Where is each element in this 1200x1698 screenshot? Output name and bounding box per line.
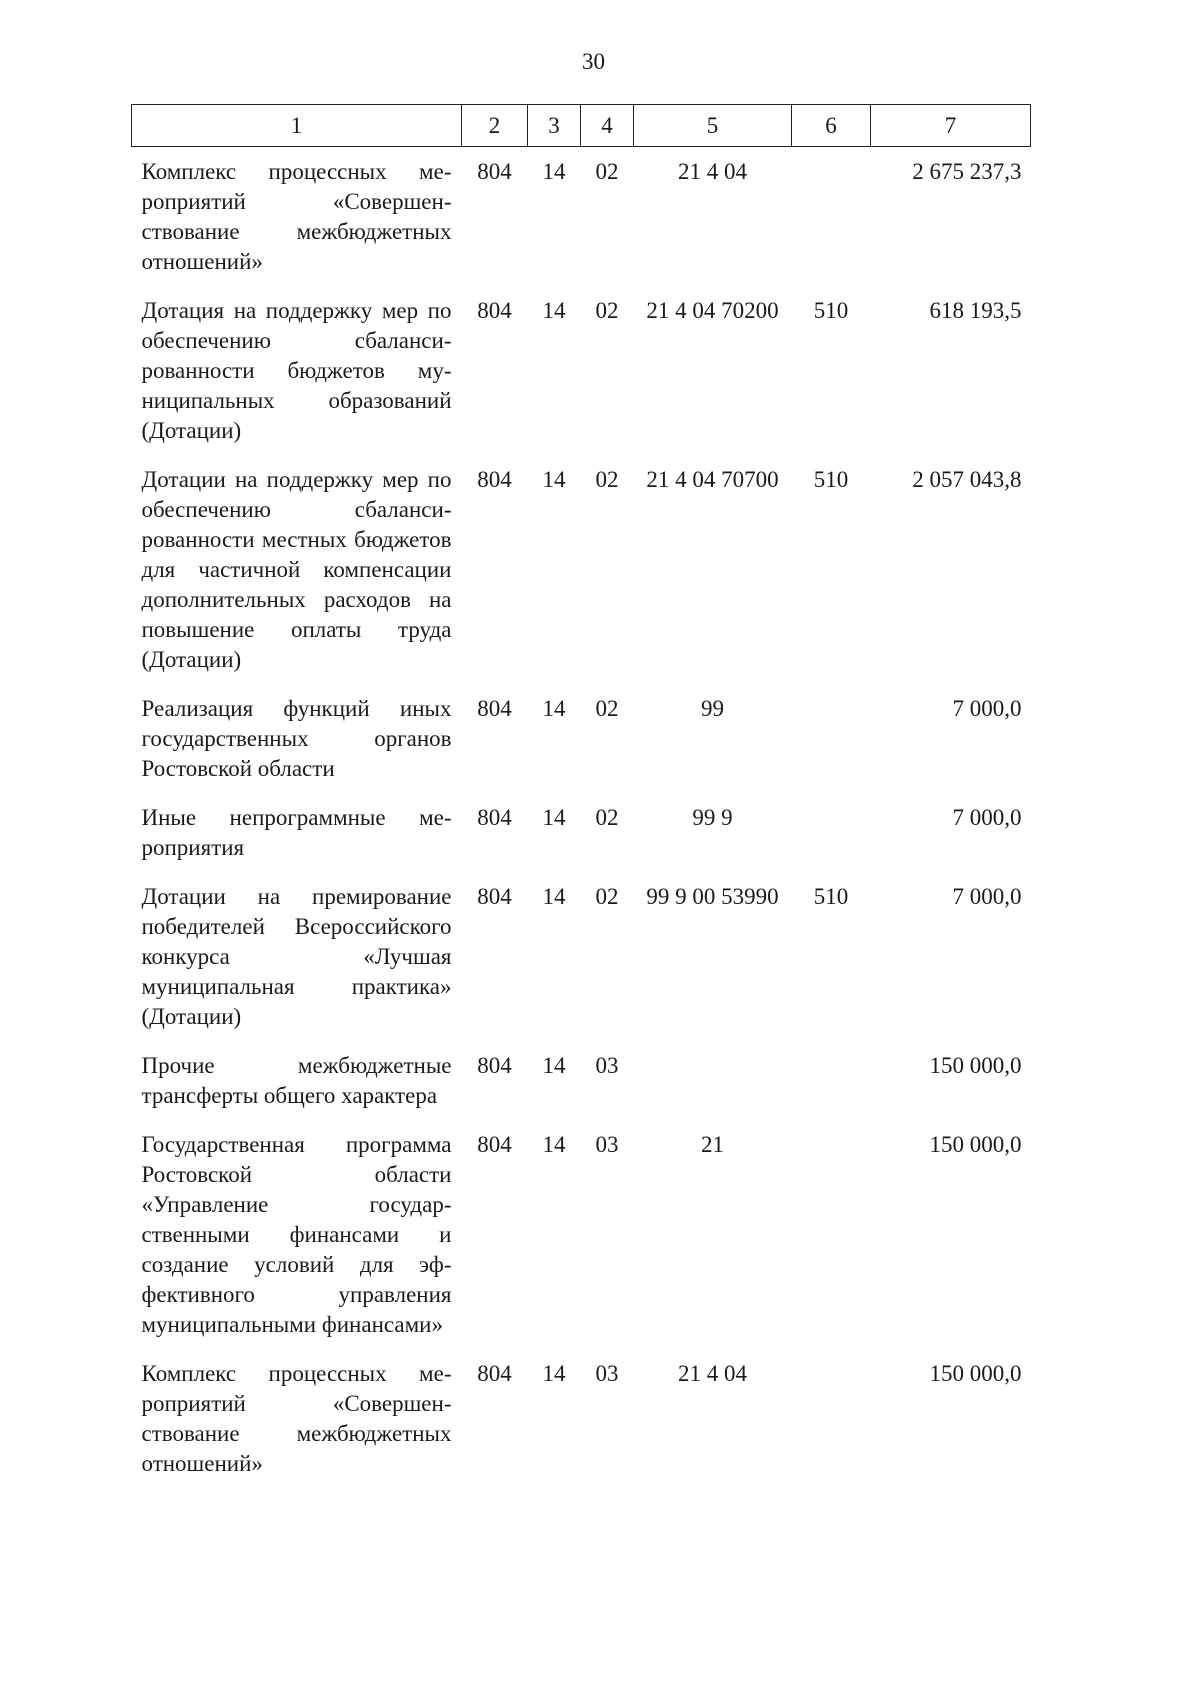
table-row xyxy=(132,1349,1031,1488)
cell-code: 804 xyxy=(477,696,512,721)
cell-subsection: 03 xyxy=(595,1132,619,1157)
cell-amount: 150 000,0 xyxy=(929,1361,1022,1386)
cell-subsection: 02 xyxy=(595,467,619,492)
row-name: Дотации на премирование победителей Всероссийского конкурса «Лучшая муниципальная практика» (Дотации) xyxy=(141,884,452,1029)
cell-section: 14 xyxy=(542,298,566,323)
cell-code: 804 xyxy=(477,1361,512,1386)
table-row xyxy=(132,684,1031,793)
cell-target-article: 99 xyxy=(701,696,724,721)
cell-expense-type xyxy=(792,793,871,872)
cell-target-article: 21 4 04 xyxy=(678,1361,747,1386)
cell-expense-type xyxy=(792,1041,871,1120)
table-header xyxy=(132,105,1031,147)
row-name: Дотация на поддержку мер по обеспечению сбалансированности бюджетов муниципальных образований (Дотации) xyxy=(141,298,452,443)
cell-target-article: 21 4 04 70200 xyxy=(646,298,779,323)
cell-code: 804 xyxy=(477,1132,512,1157)
cell-code: 804 xyxy=(477,298,512,323)
cell-subsection: 02 xyxy=(595,805,619,830)
cell-code: 804 xyxy=(477,805,512,830)
cell-expense-type xyxy=(792,147,871,287)
page-number: 30 xyxy=(582,49,605,74)
cell-target-article: 21 4 04 70700 xyxy=(646,467,779,492)
cell-target-article: 21 4 04 xyxy=(678,159,747,184)
cell-code: 804 xyxy=(477,1053,512,1078)
cell-section: 14 xyxy=(542,1053,566,1078)
cell-expense-type xyxy=(792,1120,871,1349)
cell-amount: 2 675 237,3 xyxy=(912,159,1022,184)
cell-section: 14 xyxy=(542,159,566,184)
table-row xyxy=(132,872,1031,1041)
cell-expense-type: 510 xyxy=(813,884,849,909)
cell-amount: 2 057 043,8 xyxy=(912,467,1022,492)
column-header-3: 3 xyxy=(528,105,581,147)
cell-amount: 7 000,0 xyxy=(952,696,1022,721)
row-name: Комплекс процессных мероприятий «Совершенствование межбюджетных отношений» xyxy=(141,1361,452,1476)
cell-amount: 150 000,0 xyxy=(929,1053,1022,1078)
cell-amount: 7 000,0 xyxy=(952,805,1022,830)
budget-table xyxy=(131,104,1031,1488)
cell-expense-type: 510 xyxy=(813,467,849,492)
column-header-2: 2 xyxy=(462,105,528,147)
cell-code: 804 xyxy=(477,467,512,492)
row-name: Дотации на поддержку мер по обеспечению сбалансированности местных бюджетов для частичной компенсации дополнительных расходов на повышение оплаты труда (Дотации) xyxy=(141,467,452,672)
row-name: Государственная программа Ростовской области «Управление государственными финансами и создание условий для эффективного управления муниципальными финансами» xyxy=(141,1132,452,1337)
table-body xyxy=(132,147,1031,1489)
row-name: Комплекс процессных мероприятий «Совершенствование межбюджетных отношений» xyxy=(141,159,452,274)
cell-subsection: 02 xyxy=(595,298,619,323)
cell-amount: 7 000,0 xyxy=(952,884,1022,909)
table-row xyxy=(132,286,1031,455)
cell-amount: 618 193,5 xyxy=(929,298,1022,323)
column-header-1: 1 xyxy=(132,105,462,147)
cell-subsection: 03 xyxy=(595,1053,619,1078)
cell-subsection: 02 xyxy=(595,159,619,184)
cell-expense-type xyxy=(792,684,871,793)
cell-expense-type xyxy=(792,1349,871,1488)
table-row xyxy=(132,147,1031,287)
cell-target-article: 99 9 00 53990 xyxy=(646,884,779,909)
cell-subsection: 02 xyxy=(595,884,619,909)
row-name: Реализация функций иных государственных органов Ростовской области xyxy=(141,696,452,781)
cell-target-article: 99 9 xyxy=(692,805,733,830)
table-row xyxy=(132,455,1031,684)
cell-amount: 150 000,0 xyxy=(929,1132,1022,1157)
cell-expense-type: 510 xyxy=(813,298,849,323)
cell-code: 804 xyxy=(477,884,512,909)
column-header-7: 7 xyxy=(871,105,1031,147)
row-name: Иные непрограммные мероприятия xyxy=(141,805,452,860)
table-row xyxy=(132,793,1031,872)
cell-section: 14 xyxy=(542,696,566,721)
cell-target-article xyxy=(634,1041,792,1120)
cell-target-article: 21 xyxy=(701,1132,724,1157)
cell-section: 14 xyxy=(542,805,566,830)
column-header-6: 6 xyxy=(792,105,871,147)
cell-subsection: 03 xyxy=(595,1361,619,1386)
column-header-4: 4 xyxy=(581,105,634,147)
table-row xyxy=(132,1041,1031,1120)
cell-section: 14 xyxy=(542,884,566,909)
row-name: Прочие межбюджетные трансферты общего характера xyxy=(141,1053,452,1108)
header-row xyxy=(132,105,1031,147)
cell-code: 804 xyxy=(477,159,512,184)
cell-section: 14 xyxy=(542,1361,566,1386)
cell-section: 14 xyxy=(542,467,566,492)
cell-section: 14 xyxy=(542,1132,566,1157)
table-row xyxy=(132,1120,1031,1349)
column-header-5: 5 xyxy=(634,105,792,147)
cell-subsection: 02 xyxy=(595,696,619,721)
